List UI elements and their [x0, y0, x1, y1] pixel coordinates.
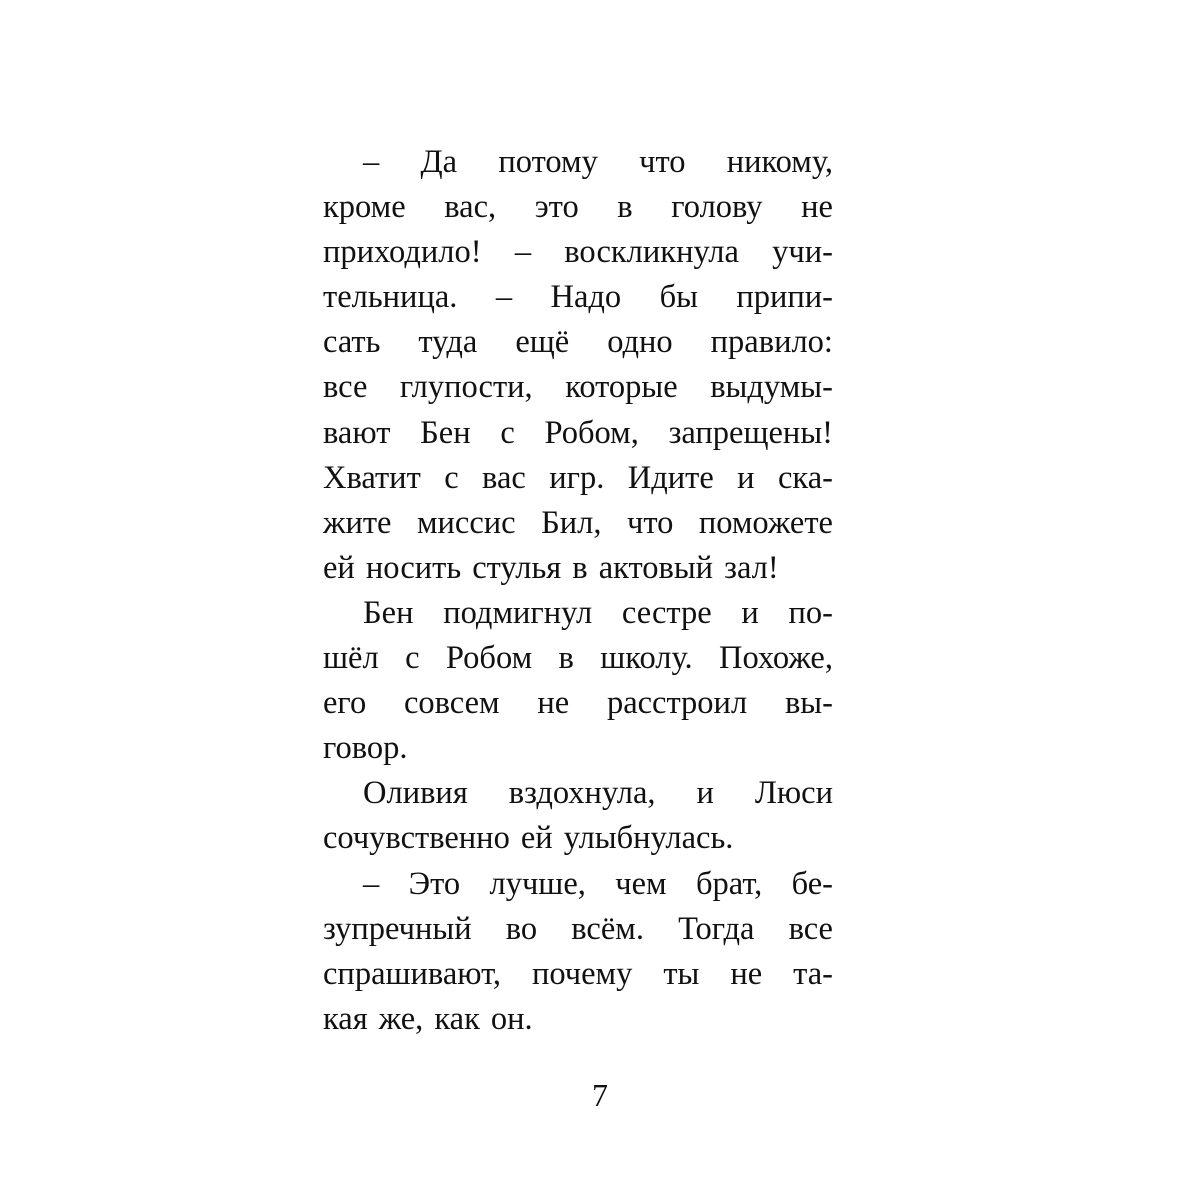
word: тельница. [323, 279, 458, 316]
word: Хватит [323, 459, 421, 496]
word: ска- [777, 459, 833, 496]
word: улыбнулась. [563, 820, 734, 857]
text-line [323, 816, 833, 861]
word: сать [323, 324, 381, 361]
word: с [405, 640, 420, 677]
word: припи- [736, 279, 833, 316]
word: расстроил [606, 685, 748, 722]
word: же, [378, 1000, 424, 1037]
text-line [323, 185, 833, 230]
word: Да [420, 144, 458, 180]
word: приходило! [323, 234, 482, 271]
text-line [323, 275, 833, 320]
word: воскликнула [564, 234, 739, 271]
word: Это [408, 865, 461, 902]
word: это [534, 189, 579, 226]
word: игр. [549, 459, 605, 496]
word: носить [365, 549, 462, 586]
word: Люси [754, 775, 833, 812]
word: вас, [444, 189, 497, 226]
word: – [363, 144, 380, 180]
text-line [323, 320, 833, 365]
word: во [505, 910, 538, 947]
word: жите [323, 504, 392, 541]
word: говор. [323, 730, 408, 767]
word: правило: [710, 324, 833, 361]
word: в [572, 549, 588, 586]
word: в [558, 640, 574, 677]
word: Надо [550, 279, 622, 316]
text-line [323, 501, 833, 546]
word: вздохнула, [508, 775, 656, 812]
text-line [323, 140, 833, 185]
word: одно [607, 324, 673, 361]
word: подмигнул [443, 594, 593, 631]
word: что [639, 144, 686, 180]
word: поможете [698, 504, 833, 541]
word: ей [323, 549, 355, 586]
word: он. [490, 1000, 533, 1037]
word: – [495, 279, 513, 316]
text-line [323, 997, 833, 1042]
word: туда [418, 324, 478, 361]
word: актовый [598, 549, 714, 586]
word: с [444, 459, 459, 496]
word: и [741, 594, 759, 631]
word: шёл [323, 640, 379, 677]
word: и [737, 459, 755, 496]
word: стулья [472, 549, 562, 586]
word: Идите [627, 459, 714, 496]
word: – [514, 234, 532, 271]
word: не [730, 955, 763, 992]
word: по- [788, 594, 833, 631]
word: Тогда [678, 910, 755, 947]
body-text [323, 140, 833, 1042]
word: и [696, 775, 714, 812]
word: вы- [784, 685, 833, 722]
word: сочувственно [323, 820, 510, 857]
text-line [323, 456, 833, 501]
text-line [323, 546, 833, 591]
word: Бил, [541, 504, 602, 541]
text-line [323, 862, 833, 907]
word: Бен [363, 594, 414, 631]
word: Оливия [363, 775, 468, 812]
word: выдумы- [710, 369, 833, 406]
text-line [323, 636, 833, 681]
word: не [801, 189, 833, 226]
text-line [323, 591, 833, 636]
word: голову [671, 189, 763, 226]
word: в [617, 189, 633, 226]
word: всём. [571, 910, 644, 947]
word: никому, [726, 144, 833, 180]
word: спрашивают, [323, 955, 501, 992]
word: бы [659, 279, 698, 316]
word: кроме [323, 189, 406, 226]
word: миссис [416, 504, 516, 541]
word: та- [793, 955, 833, 992]
word: учи- [772, 234, 833, 271]
text-line [323, 411, 833, 456]
text-line [323, 230, 833, 275]
word: с [500, 414, 515, 451]
word: почему [531, 955, 633, 992]
word: кая [323, 1000, 368, 1037]
word: что [626, 504, 674, 541]
text-line [323, 726, 833, 771]
word: совсем [403, 685, 500, 722]
word: все [323, 369, 368, 406]
text-line [323, 365, 833, 410]
word: бе- [791, 865, 833, 902]
text-line [323, 681, 833, 726]
word: потому [498, 144, 598, 180]
text-line [323, 771, 833, 816]
word: брат, [695, 865, 763, 902]
word: сестре [621, 594, 712, 631]
word: школу. [600, 640, 693, 677]
page-number: 7 [592, 1077, 608, 1113]
word: ты [663, 955, 700, 992]
word: ещё [515, 324, 570, 361]
word: – [363, 865, 380, 902]
word: все [788, 910, 833, 947]
text-line [323, 907, 833, 952]
word: Похоже, [719, 640, 833, 677]
word: вас [482, 459, 526, 496]
word: Робом [445, 640, 533, 677]
word: Бен [420, 414, 471, 451]
word: его [323, 685, 367, 722]
word: глупости, [399, 369, 533, 406]
word: ей [520, 820, 553, 857]
word: не [537, 685, 570, 722]
word: чем [615, 865, 667, 902]
word: которые [565, 369, 678, 406]
word: запрещены! [668, 414, 833, 451]
word: вают [323, 414, 391, 451]
word: зал! [724, 549, 779, 586]
word: Робом, [544, 414, 639, 451]
word: как [434, 1000, 480, 1037]
text-line [323, 952, 833, 997]
word: лучше, [489, 865, 586, 902]
word: зупречный [323, 910, 472, 947]
